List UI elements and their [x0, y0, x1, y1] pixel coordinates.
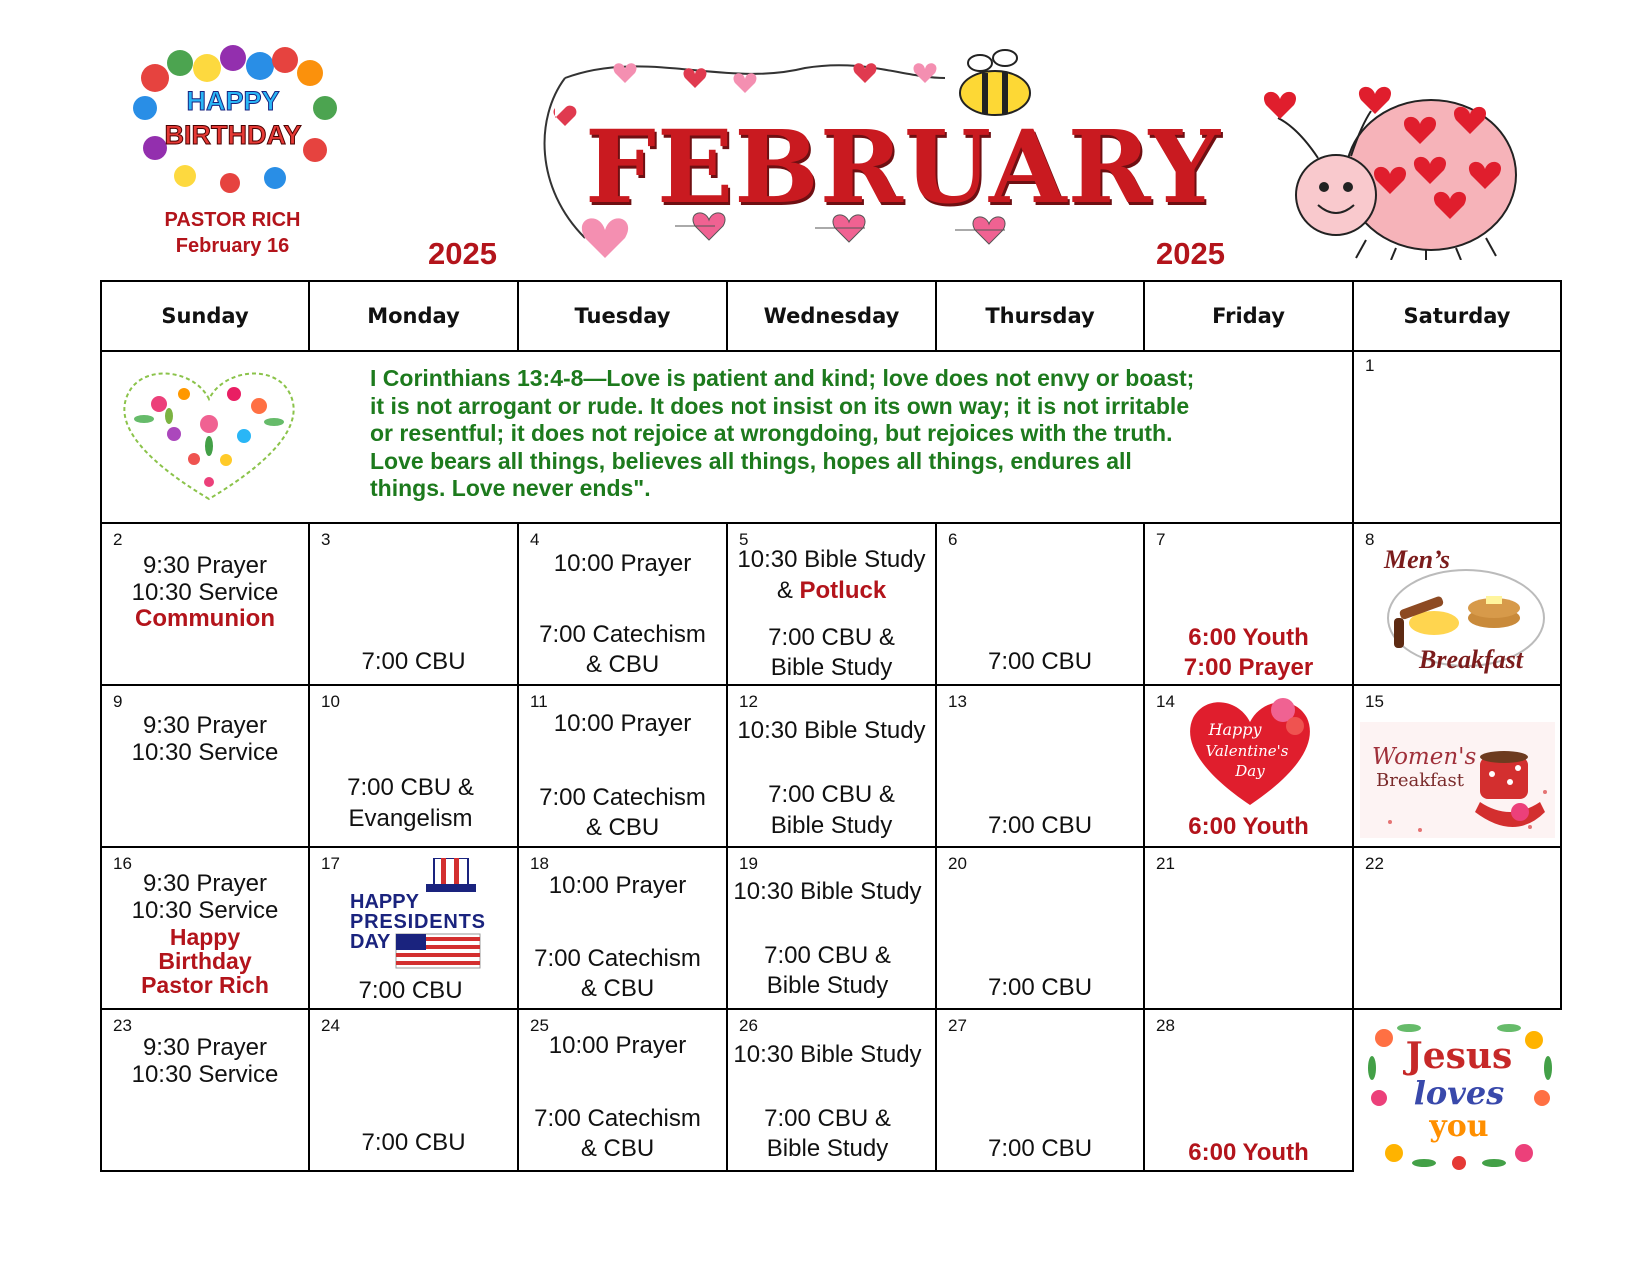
day-number: 24: [321, 1016, 340, 1035]
day-cell-26[interactable]: [726, 1008, 937, 1172]
verse-line: Love bears all things, believes all things, hopes all things, endures all: [370, 447, 1132, 474]
day-number: 23: [113, 1016, 132, 1035]
event-cbu: & CBU: [585, 651, 660, 678]
day-cell-10[interactable]: [308, 684, 519, 848]
year-label-right: 2025: [1156, 236, 1225, 271]
event-cbu: & CBU: [580, 975, 655, 1002]
birthday-date: February 16: [175, 235, 290, 257]
day-number: 4: [530, 530, 540, 549]
day-number: 16: [113, 854, 132, 873]
event-and: &: [776, 577, 800, 604]
presidents-line2: PRESIDENTS: [350, 911, 485, 933]
event-bible-study: 10:30 Bible Study: [733, 878, 922, 905]
day-cell-22[interactable]: [1352, 846, 1562, 1010]
verse-line: things. Love never ends".: [370, 475, 651, 501]
valentines-heart-image: [1183, 690, 1318, 810]
event-cbu: 7:00 CBU: [361, 648, 466, 675]
day-cell-5[interactable]: [726, 522, 937, 686]
event-birthday-name: Pastor Rich: [141, 972, 269, 998]
day-number: 15: [1365, 692, 1384, 711]
event-cbu: 7:00 CBU: [361, 1129, 466, 1156]
weekday-header-tuesday: Tuesday: [517, 280, 728, 352]
weekday-header-monday: Monday: [308, 280, 519, 352]
day-number: 17: [321, 854, 340, 873]
event-catechism: 7:00 Catechism: [534, 945, 701, 972]
event-cbu: & CBU: [580, 1135, 655, 1162]
event-bible-study: Bible Study: [766, 1135, 889, 1162]
event-bible-study: 10:30 Bible Study: [733, 1041, 922, 1068]
weekday-header-friday: Friday: [1143, 280, 1354, 352]
weekday-header-wednesday: Wednesday: [726, 280, 937, 352]
mens-label: Men’s: [1384, 545, 1450, 574]
event-cbu: 7:00 CBU: [987, 1135, 1093, 1162]
day-cell-8[interactable]: [1352, 522, 1562, 686]
day-number: 1: [1365, 356, 1375, 375]
day-cell-2[interactable]: [100, 522, 310, 686]
day-cell-27[interactable]: [935, 1008, 1145, 1172]
day-cell-23[interactable]: [100, 1008, 310, 1172]
day-number: 22: [1365, 854, 1384, 873]
event-prayer: 9:30 Prayer: [142, 552, 268, 579]
day-number: 13: [948, 692, 967, 711]
day-number: 10: [321, 692, 340, 711]
birthday-announcement: [125, 207, 340, 259]
breakfast-label: Breakfast: [1376, 770, 1464, 791]
birthday-name: PASTOR RICH: [164, 209, 301, 231]
event-bible-study: 10:30 Bible Study: [737, 717, 926, 744]
day-cell-13[interactable]: [935, 684, 1145, 848]
event-catechism: 7:00 Catechism: [534, 1105, 701, 1132]
day-number: 8: [1365, 530, 1375, 549]
valentine-line3: Day: [1235, 762, 1265, 780]
day-cell-20[interactable]: [935, 846, 1145, 1010]
breakfast-label: Breakfast: [1419, 645, 1523, 674]
event-service: 10:30 Service: [131, 897, 279, 924]
mens-breakfast-image: [1374, 538, 1549, 678]
day-cell-12[interactable]: [726, 684, 937, 848]
day-number: 2: [113, 530, 123, 549]
jesus-line1: Jesus: [1405, 1035, 1513, 1077]
day-cell-24[interactable]: [308, 1008, 519, 1172]
birthday-badge-line2: BIRTHDAY: [164, 120, 302, 150]
floral-heart-image: [114, 364, 304, 504]
event-service: 10:30 Service: [131, 1061, 279, 1088]
year-label-left: 2025: [428, 236, 497, 271]
event-prayer: 9:30 Prayer: [142, 1034, 268, 1061]
weekday-header-sunday: Sunday: [100, 280, 310, 352]
day-number: 28: [1156, 1016, 1175, 1035]
event-prayer: 10:00 Prayer: [548, 872, 687, 899]
day-cell-18[interactable]: [517, 846, 728, 1010]
event-service: 10:30 Service: [131, 579, 279, 606]
day-cell-9[interactable]: [100, 684, 310, 848]
birthday-badge-line1: HAPPY: [186, 86, 280, 116]
event-prayer: 10:00 Prayer: [553, 710, 692, 737]
day-number: 12: [739, 692, 758, 711]
day-number: 25: [530, 1016, 549, 1035]
day-cell-19[interactable]: [726, 846, 937, 1010]
event-cbu: & CBU: [585, 814, 660, 841]
womens-label: Women's: [1372, 744, 1477, 770]
event-youth: 6:00 Youth: [1188, 624, 1309, 651]
event-prayer: 10:00 Prayer: [553, 550, 692, 577]
event-potluck: Potluck: [799, 577, 887, 604]
event-evangelism: Evangelism: [348, 805, 473, 832]
womens-breakfast-image: [1360, 722, 1555, 838]
day-cell-28[interactable]: [1143, 1008, 1354, 1172]
weekday-header-thursday: Thursday: [935, 280, 1145, 352]
day-cell-17[interactable]: [308, 846, 519, 1010]
month-title: FEBRUARY: [585, 108, 1221, 226]
jesus-loves-you-image: [1364, 1018, 1554, 1170]
event-cbu: 7:00 CBU &: [764, 1105, 891, 1132]
event-cbu: 7:00 CBU: [358, 977, 463, 1004]
event-cbu: 7:00 CBU: [987, 648, 1093, 675]
event-prayer: 9:30 Prayer: [142, 870, 268, 897]
valentine-line2: Valentine's: [1205, 742, 1289, 760]
day-number: 21: [1156, 854, 1175, 873]
day-number: 20: [948, 854, 967, 873]
event-youth: 6:00 Youth: [1188, 813, 1309, 840]
event-cbu: 7:00 CBU &: [764, 942, 891, 969]
event-potluck-line: [728, 575, 935, 606]
event-birthday: Birthday: [158, 948, 252, 974]
event-bible-study: 10:30 Bible Study: [737, 546, 926, 573]
ladybug-hearts-image: [1256, 80, 1546, 260]
day-cell-4[interactable]: [517, 522, 728, 686]
event-cbu: 7:00 CBU &: [347, 774, 474, 801]
event-prayer: 9:30 Prayer: [142, 712, 268, 739]
event-prayer: 10:00 Prayer: [548, 1032, 687, 1059]
day-number: 5: [739, 530, 749, 549]
day-cell-15[interactable]: [1352, 684, 1562, 848]
day-cell-11[interactable]: [517, 684, 728, 848]
event-cbu: 7:00 CBU: [987, 974, 1093, 1001]
day-cell-21[interactable]: [1143, 846, 1354, 1010]
event-cbu: 7:00 CBU &: [768, 624, 895, 651]
day-number: 9: [113, 692, 123, 711]
day-cell-25[interactable]: [517, 1008, 728, 1172]
jesus-line2: loves: [1413, 1074, 1505, 1112]
event-catechism: 7:00 Catechism: [539, 784, 706, 811]
presidents-line3: DAY: [350, 931, 391, 953]
event-cbu: 7:00 CBU: [987, 812, 1093, 839]
event-catechism: 7:00 Catechism: [539, 621, 706, 648]
day-cell-7[interactable]: [1143, 522, 1354, 686]
verse-line: or resentful; it does not rejoice at wrongdoing, but rejoices with the truth.: [370, 420, 1173, 446]
day-number: 26: [739, 1016, 758, 1035]
event-service: 10:30 Service: [131, 739, 279, 766]
event-youth: 6:00 Youth: [1188, 1139, 1309, 1166]
day-cell-16[interactable]: [100, 846, 310, 1010]
event-birthday-happy: Happy: [169, 924, 241, 950]
verse-line: it is not arrogant or rude. It does not insist on its own way; it is not irritable: [370, 392, 1190, 419]
jesus-line3: you: [1429, 1109, 1489, 1144]
verse-line: I Corinthians 13:4-8—Love is patient and kind; love does not envy or boast;: [370, 365, 1195, 391]
event-prayer: 7:00 Prayer: [1183, 654, 1314, 681]
event-communion: Communion: [135, 605, 275, 632]
day-number: 7: [1156, 530, 1166, 549]
day-number: 6: [948, 530, 958, 549]
presidents-line1: HAPPY: [350, 891, 419, 913]
day-number: 27: [948, 1016, 967, 1035]
day-cell-6[interactable]: [935, 522, 1145, 686]
event-bible-study: Bible Study: [766, 972, 889, 999]
day-number: 3: [321, 530, 331, 549]
event-cbu: 7:00 CBU &: [768, 781, 895, 808]
valentine-line1: Happy: [1208, 720, 1262, 739]
day-cell-3[interactable]: [308, 522, 519, 686]
bible-verse: [370, 365, 1305, 503]
day-cell-14[interactable]: [1143, 684, 1354, 848]
weekday-header-saturday: Saturday: [1352, 280, 1562, 352]
happy-birthday-balloons-image: [125, 38, 340, 203]
day-number: 11: [530, 692, 548, 711]
day-number: 14: [1156, 692, 1175, 711]
event-bible-study: Bible Study: [770, 654, 893, 681]
day-number: 19: [739, 854, 758, 873]
day-cell-1[interactable]: [1352, 350, 1562, 524]
day-number: 18: [530, 854, 549, 873]
event-bible-study: Bible Study: [770, 812, 893, 839]
presidents-day-image: [346, 858, 491, 970]
